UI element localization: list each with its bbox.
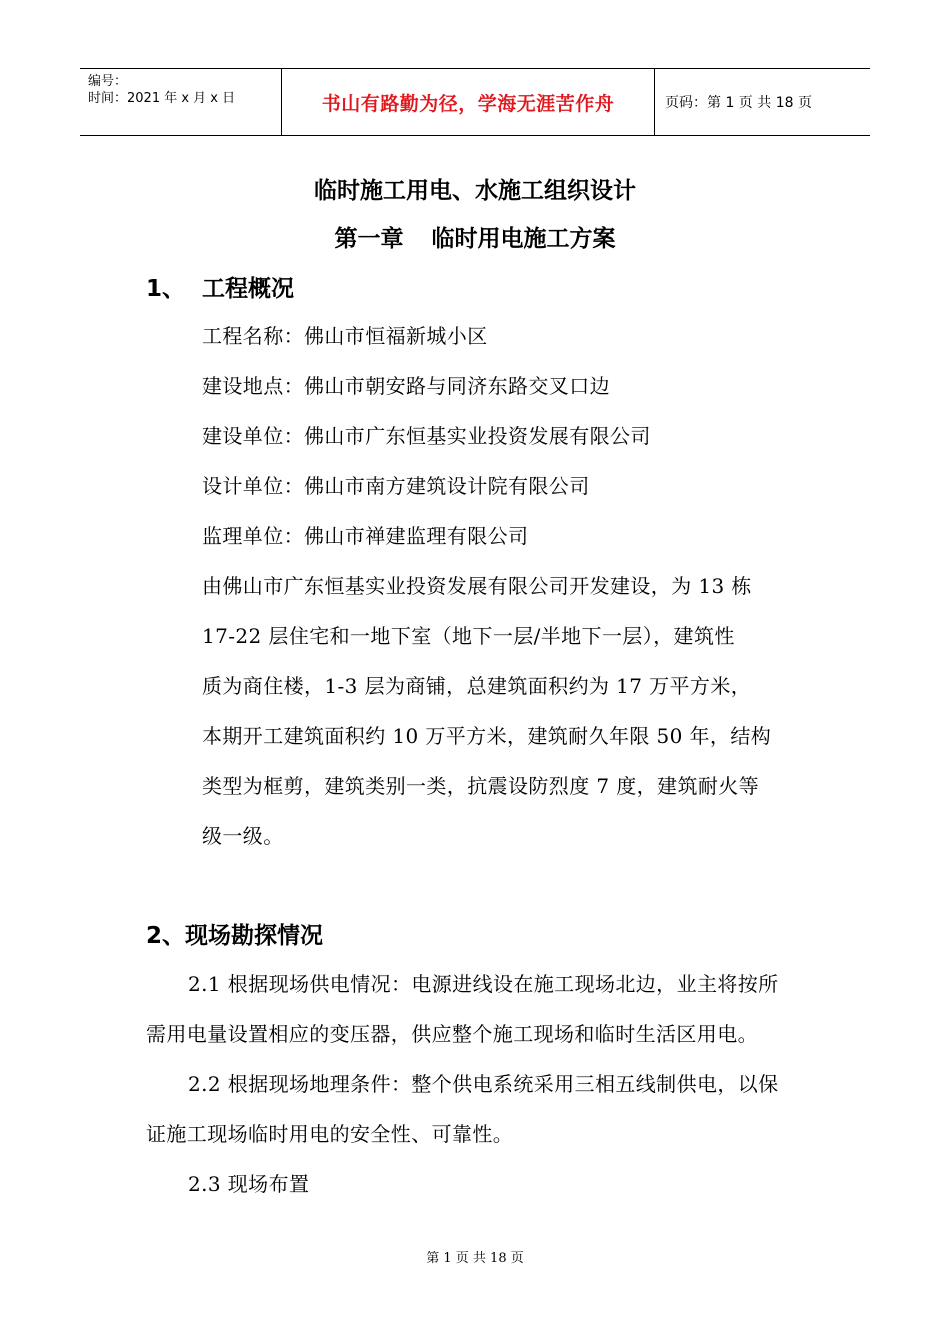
header-page-cell bbox=[655, 69, 870, 135]
overview-paragraph-line: 由佛山市广东恒基实业投资发展有限公司开发建设，为 13 栋 bbox=[202, 574, 752, 598]
owner-line: 建设单位：佛山市广东恒基实业投资发展有限公司 bbox=[202, 424, 651, 448]
section-1-number: 1、 bbox=[146, 276, 186, 302]
supervisor-line: 监理单位：佛山市禅建监理有限公司 bbox=[202, 524, 529, 548]
survey-paragraph-line: 2.1 根据现场供电情况：电源进线设在施工现场北边，业主将按所 bbox=[188, 972, 779, 996]
chapter-heading bbox=[0, 220, 950, 253]
chapter-number: 第一章 bbox=[334, 226, 404, 252]
section-1-title: 工程概况 bbox=[202, 276, 294, 302]
designer-line: 设计单位：佛山市南方建筑设计院有限公司 bbox=[202, 474, 590, 498]
header-meta-cell bbox=[80, 69, 282, 135]
page-footer: 第 1 页 共 18 页 bbox=[426, 1251, 524, 1266]
overview-paragraph-line: 本期开工建筑面积约 10 万平方米，建筑耐久年限 50 年，结构 bbox=[202, 724, 772, 748]
overview-paragraph-line: 质为商住楼，1-3 层为商铺，总建筑面积约为 17 万平方米， bbox=[202, 674, 752, 698]
number-label: 编号： bbox=[88, 74, 128, 89]
project-name-line: 工程名称：佛山市恒福新城小区 bbox=[202, 324, 488, 348]
motto-text: 书山有路勤为径，学海无涯苦作舟 bbox=[321, 92, 615, 115]
survey-paragraph-line: 需用电量设置相应的变压器，供应整个施工现场和临时生活区用电。 bbox=[146, 1022, 758, 1046]
overview-paragraph-line: 17-22 层住宅和一地下室（地下一层/半地下一层），建筑性 bbox=[202, 624, 735, 648]
site-location-line: 建设地点：佛山市朝安路与同济东路交叉口边 bbox=[202, 374, 610, 398]
chapter-title: 临时用电施工方案 bbox=[431, 226, 616, 252]
survey-paragraph-line: 证施工现场临时用电的安全性、可靠性。 bbox=[146, 1122, 514, 1146]
time-label: 时间：2021 年 x 月 x 日 bbox=[88, 91, 236, 106]
survey-paragraph-line: 2.3 现场布置 bbox=[188, 1172, 310, 1196]
header-table bbox=[80, 68, 870, 136]
overview-paragraph-line: 类型为框剪，建筑类别一类，抗震设防烈度 7 度，建筑耐火等 bbox=[202, 774, 760, 798]
document-title: 临时施工用电、水施工组织设计 bbox=[314, 178, 636, 204]
overview-paragraph-line: 级一级。 bbox=[202, 824, 284, 848]
section-2-title: 2、现场勘探情况 bbox=[146, 923, 324, 949]
header-motto-cell bbox=[282, 69, 655, 135]
page-info: 页码：第 1 页 共 18 页 bbox=[665, 95, 812, 111]
survey-paragraph-line: 2.2 根据现场地理条件：整个供电系统采用三相五线制供电，以保 bbox=[188, 1072, 779, 1096]
